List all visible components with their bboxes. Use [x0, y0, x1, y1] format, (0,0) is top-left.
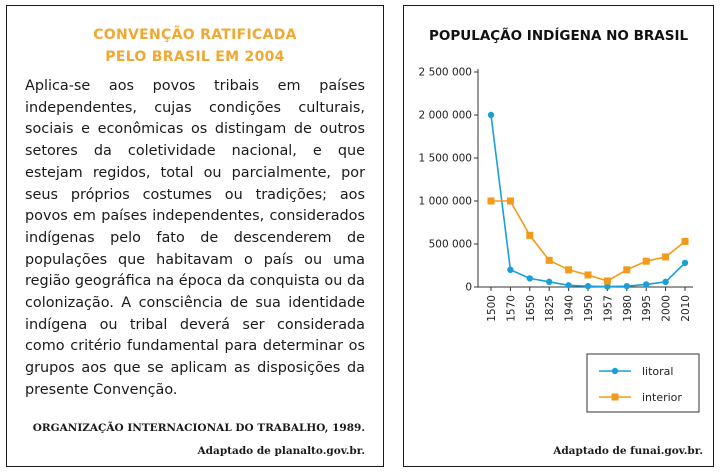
y-tick-label: 1 000 000 [418, 195, 472, 208]
point-interior [662, 253, 669, 260]
point-litoral [662, 279, 668, 285]
legend-label-litoral: litoral [642, 365, 674, 378]
convention-text: Aplica-se aos povos tribais em países independentes, cujas condições culturais, sociais e econômicas os distingam de outros setores da coletividade nacional, e que estejam regidos, total ou parcialmente, por seus próprios costumes ou tradições; aos povos em países independentes, considerados indígenas pelo fato de descenderem de populações que habitavam o país ou uma região geográfica na época da conquista ou da colonização. A consciência de sua identidade indígena ou tribal deverá ser considerada como critério fundamental para determinar os grupos aos que se aplicam as disposições da presente Convenção. [25, 78, 365, 398]
legend-marker-litoral [612, 368, 618, 374]
chart-source: Adaptado de funai.gov.br. [553, 445, 703, 457]
convention-title-line1: CONVENÇÃO RATIFICADA [93, 27, 297, 43]
convention-source-adapted: Adaptado de planalto.gov.br. [197, 445, 365, 457]
chart-series [488, 112, 689, 290]
x-tick-label: 1940 [563, 295, 576, 322]
chart-legend [587, 354, 699, 412]
point-interior [565, 266, 572, 273]
x-tick-label: 1825 [544, 295, 557, 322]
population-chart [404, 6, 715, 468]
point-litoral [585, 283, 591, 289]
y-tick-label: 1 500 000 [418, 152, 472, 165]
chart-title: POPULAÇÃO INDÍGENA NO BRASIL [429, 28, 689, 44]
x-tick-label: 1650 [524, 295, 537, 322]
series-line-interior [491, 201, 685, 281]
point-litoral [682, 260, 688, 266]
point-interior [623, 266, 630, 273]
point-interior [526, 232, 533, 239]
legend-label-interior: interior [642, 391, 682, 404]
point-litoral [643, 281, 649, 287]
x-tick-label: 1950 [583, 295, 595, 322]
point-interior [546, 257, 553, 264]
point-litoral [507, 267, 513, 273]
convention-source: ORGANIZAÇÃO INTERNACIONAL DO TRABALHO, 1989. [32, 422, 365, 434]
point-interior [682, 238, 689, 245]
chart-panel [403, 5, 714, 467]
convention-title-line2: PELO BRASIL EM 2004 [105, 49, 285, 65]
y-tick-label: 0 [465, 281, 472, 294]
point-litoral [565, 282, 571, 288]
point-litoral [546, 279, 552, 285]
convention-panel [6, 5, 384, 467]
y-tick-label: 500 000 [428, 238, 472, 251]
x-tick-label: 1995 [641, 295, 654, 322]
x-tick-label: 2010 [680, 295, 692, 322]
point-litoral [527, 275, 533, 281]
point-interior [643, 258, 650, 265]
legend-marker-interior [612, 394, 619, 401]
x-tick-label: 1570 [505, 295, 518, 322]
x-tick-label: 1980 [621, 295, 634, 322]
point-litoral [488, 112, 494, 118]
y-tick-label: 2 000 000 [418, 109, 472, 122]
point-litoral [624, 283, 630, 289]
point-interior [604, 277, 611, 284]
point-interior [585, 271, 592, 278]
y-tick-label: 2 500 000 [418, 66, 472, 79]
series-line-litoral [491, 115, 685, 287]
x-tick-label: 1957 [602, 295, 615, 322]
convention-title [7, 24, 383, 68]
point-interior [507, 198, 514, 205]
point-interior [488, 198, 495, 205]
x-tick-label: 1500 [486, 295, 498, 322]
x-tick-label: 2000 [660, 295, 673, 322]
